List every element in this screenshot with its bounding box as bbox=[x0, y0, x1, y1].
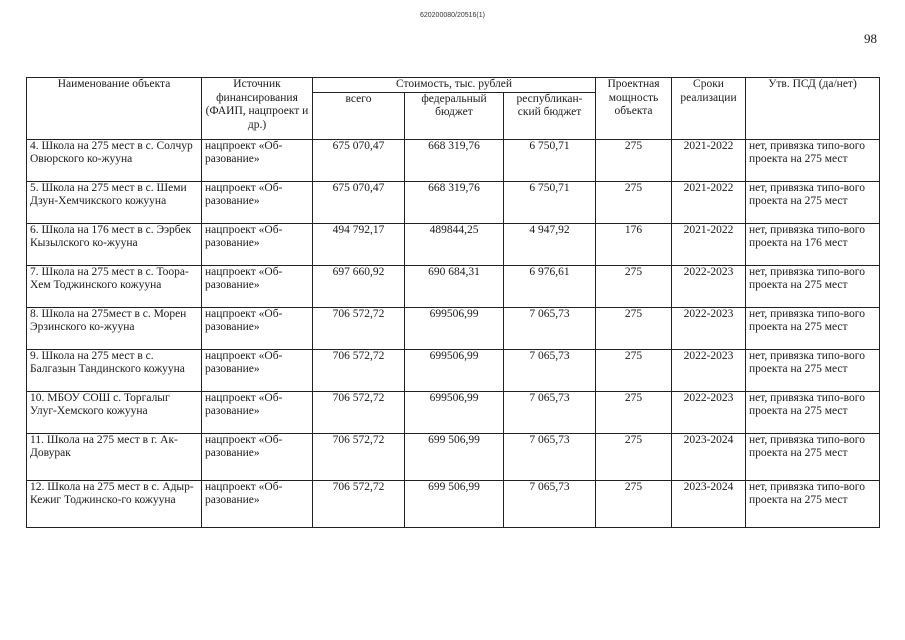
table-row bbox=[27, 181, 880, 223]
row-terms-cell: 2022-2023 bbox=[672, 391, 746, 433]
row-cost-total-cell: 494 792,17 bbox=[313, 223, 405, 265]
row-cost-federal-cell: 690 684,31 bbox=[405, 265, 504, 307]
row-capacity-cell: 275 bbox=[596, 480, 672, 527]
row-name-cell: 4. Школа на 275 мест в с. Солчур Овюрского ко-жууна bbox=[27, 139, 202, 181]
row-psd-cell: нет, привязка типо-вого проекта на 176 мест bbox=[746, 223, 880, 265]
row-name-cell: 7. Школа на 275 мест в с. Тоора-Хем Тоджинского кожууна bbox=[27, 265, 202, 307]
row-cost-federal-cell: 699506,99 bbox=[405, 391, 504, 433]
header-cost-total: всего bbox=[313, 92, 405, 139]
row-psd-cell: нет, привязка типо-вого проекта на 275 мест bbox=[746, 307, 880, 349]
header-cost-republic: республикан-ский бюджет bbox=[504, 92, 596, 139]
row-cost-republic-cell: 7 065,73 bbox=[504, 433, 596, 480]
row-cost-republic-cell: 6 976,61 bbox=[504, 265, 596, 307]
document-id: 620200080/20516(1) bbox=[419, 12, 485, 19]
row-capacity-cell: 275 bbox=[596, 139, 672, 181]
table-row bbox=[27, 433, 880, 480]
row-terms-cell: 2021-2022 bbox=[672, 139, 746, 181]
row-capacity-cell: 275 bbox=[596, 181, 672, 223]
row-cost-republic-cell: 7 065,73 bbox=[504, 307, 596, 349]
row-cost-federal-cell: 699 506,99 bbox=[405, 480, 504, 527]
row-cost-republic-cell: 6 750,71 bbox=[504, 139, 596, 181]
row-psd-cell: нет, привязка типо-вого проекта на 275 мест bbox=[746, 433, 880, 480]
row-psd-cell: нет, привязка типо-вого проекта на 275 мест bbox=[746, 391, 880, 433]
table-row bbox=[27, 480, 880, 527]
row-source-cell: нацпроект «Об-разование» bbox=[202, 391, 313, 433]
row-name-cell: 5. Школа на 275 мест в с. Шеми Дзун-Хемчикского кожууна bbox=[27, 181, 202, 223]
row-source-cell: нацпроект «Об-разование» bbox=[202, 181, 313, 223]
table-row bbox=[27, 139, 880, 181]
row-cost-federal-cell: 699 506,99 bbox=[405, 433, 504, 480]
row-psd-cell: нет, привязка типо-вого проекта на 275 мест bbox=[746, 480, 880, 527]
row-cost-total-cell: 675 070,47 bbox=[313, 181, 405, 223]
row-source-cell: нацпроект «Об-разование» bbox=[202, 223, 313, 265]
row-cost-total-cell: 706 572,72 bbox=[313, 349, 405, 391]
header-cost-group: Стоимость, тыс. рублей bbox=[313, 78, 596, 93]
table-row bbox=[27, 223, 880, 265]
header-name: Наименование объекта bbox=[27, 78, 202, 140]
row-capacity-cell: 275 bbox=[596, 349, 672, 391]
row-name-cell: 9. Школа на 275 мест в с. Балгазын Тандинского кожууна bbox=[27, 349, 202, 391]
schools-table bbox=[26, 77, 880, 528]
row-source-cell: нацпроект «Об-разование» bbox=[202, 433, 313, 480]
row-cost-total-cell: 706 572,72 bbox=[313, 433, 405, 480]
row-source-cell: нацпроект «Об-разование» bbox=[202, 307, 313, 349]
row-cost-federal-cell: 668 319,76 bbox=[405, 139, 504, 181]
row-name-cell: 8. Школа на 275мест в с. Морен Эрзинского ко-жууна bbox=[27, 307, 202, 349]
row-cost-republic-cell: 4 947,92 bbox=[504, 223, 596, 265]
row-capacity-cell: 176 bbox=[596, 223, 672, 265]
row-psd-cell: нет, привязка типо-вого проекта на 275 мест bbox=[746, 139, 880, 181]
row-terms-cell: 2022-2023 bbox=[672, 265, 746, 307]
header-row-1 bbox=[27, 78, 880, 93]
row-terms-cell: 2023-2024 bbox=[672, 480, 746, 527]
row-name-cell: 11. Школа на 275 мест в г. Ак-Довурак bbox=[27, 433, 202, 480]
row-cost-federal-cell: 489844,25 bbox=[405, 223, 504, 265]
row-cost-republic-cell: 7 065,73 bbox=[504, 480, 596, 527]
row-cost-total-cell: 706 572,72 bbox=[313, 480, 405, 527]
row-cost-republic-cell: 6 750,71 bbox=[504, 181, 596, 223]
table-row bbox=[27, 265, 880, 307]
row-source-cell: нацпроект «Об-разование» bbox=[202, 480, 313, 527]
row-cost-total-cell: 697 660,92 bbox=[313, 265, 405, 307]
row-name-cell: 6. Школа на 176 мест в с. Ээрбек Кызылского ко-жууна bbox=[27, 223, 202, 265]
row-psd-cell: нет, привязка типо-вого проекта на 275 мест bbox=[746, 265, 880, 307]
row-capacity-cell: 275 bbox=[596, 391, 672, 433]
row-terms-cell: 2023-2024 bbox=[672, 433, 746, 480]
row-cost-total-cell: 706 572,72 bbox=[313, 391, 405, 433]
row-cost-federal-cell: 699506,99 bbox=[405, 349, 504, 391]
row-capacity-cell: 275 bbox=[596, 265, 672, 307]
row-cost-republic-cell: 7 065,73 bbox=[504, 391, 596, 433]
row-cost-federal-cell: 668 319,76 bbox=[405, 181, 504, 223]
row-capacity-cell: 275 bbox=[596, 307, 672, 349]
row-cost-total-cell: 706 572,72 bbox=[313, 307, 405, 349]
row-psd-cell: нет, привязка типо-вого проекта на 275 мест bbox=[746, 181, 880, 223]
page-number: 98 bbox=[864, 31, 877, 46]
header-source: Источник финансирования (ФАИП, нацпроект и др.) bbox=[202, 78, 313, 140]
row-cost-total-cell: 675 070,47 bbox=[313, 139, 405, 181]
row-name-cell: 10. МБОУ СОШ с. Торгалыг Улуг-Хемского кожууна bbox=[27, 391, 202, 433]
header-capacity: Проектная мощность объекта bbox=[596, 78, 672, 140]
row-psd-cell: нет, привязка типо-вого проекта на 275 мест bbox=[746, 349, 880, 391]
row-terms-cell: 2022-2023 bbox=[672, 349, 746, 391]
row-terms-cell: 2022-2023 bbox=[672, 307, 746, 349]
row-source-cell: нацпроект «Об-разование» bbox=[202, 265, 313, 307]
row-cost-republic-cell: 7 065,73 bbox=[504, 349, 596, 391]
row-source-cell: нацпроект «Об-разование» bbox=[202, 139, 313, 181]
row-name-cell: 12. Школа на 275 мест в с. Адыр-Кежиг Тоджинско-го кожууна bbox=[27, 480, 202, 527]
header-psd: Утв. ПСД (да/нет) bbox=[746, 78, 880, 140]
row-terms-cell: 2021-2022 bbox=[672, 223, 746, 265]
row-source-cell: нацпроект «Об-разование» bbox=[202, 349, 313, 391]
table-row bbox=[27, 391, 880, 433]
row-terms-cell: 2021-2022 bbox=[672, 181, 746, 223]
table-row bbox=[27, 307, 880, 349]
header-cost-federal: федеральный бюджет bbox=[405, 92, 504, 139]
row-capacity-cell: 275 bbox=[596, 433, 672, 480]
table-body bbox=[27, 139, 880, 527]
header-terms: Сроки реализации bbox=[672, 78, 746, 140]
table-row bbox=[27, 349, 880, 391]
row-cost-federal-cell: 699506,99 bbox=[405, 307, 504, 349]
